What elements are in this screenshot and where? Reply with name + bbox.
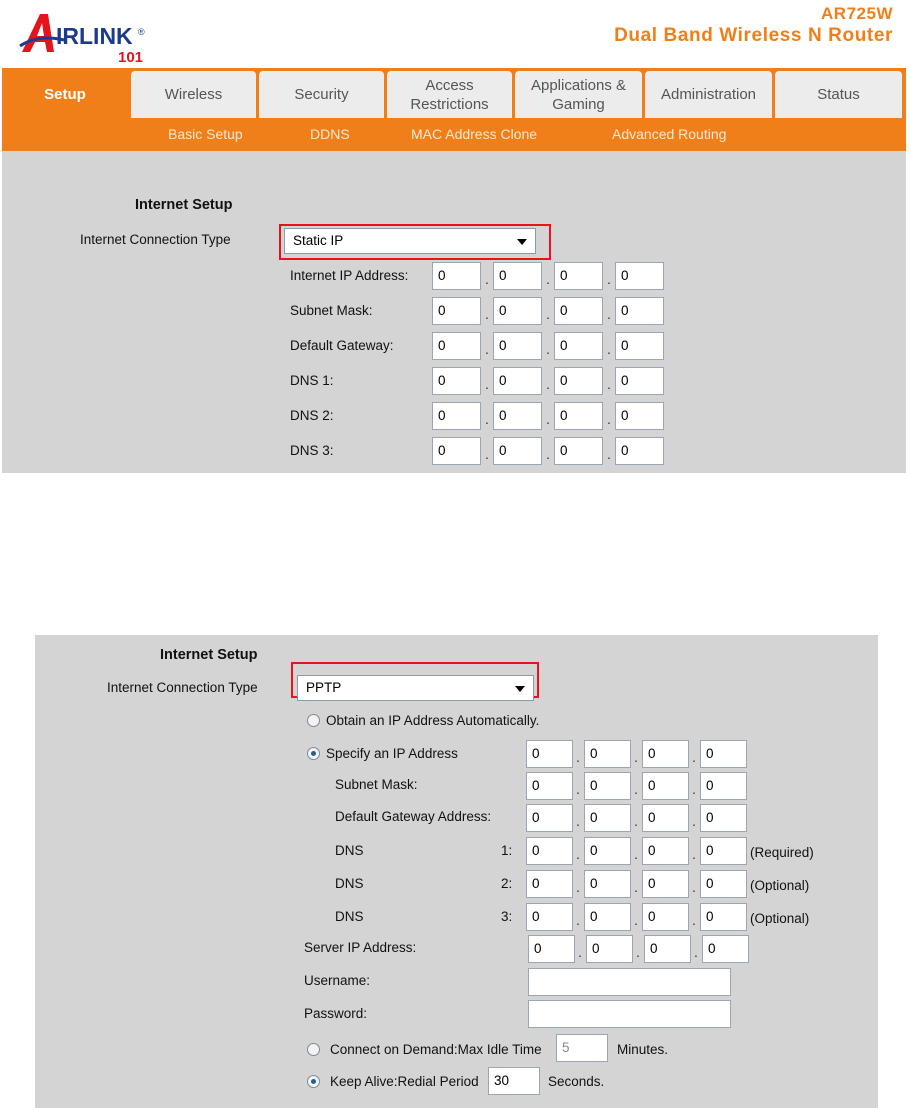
keep-alive-label: Keep Alive:Redial Period: [330, 1074, 479, 1089]
static-row-3-octet-3[interactable]: 0: [554, 332, 603, 360]
connection-type-select[interactable]: Static IP: [284, 228, 536, 254]
subnet-mask-octet-4[interactable]: 0: [700, 772, 747, 800]
static-row-5-octet-2[interactable]: 0: [493, 402, 542, 430]
octet-separator: .: [546, 376, 550, 392]
svg-text:IRLINK: IRLINK: [56, 23, 133, 49]
dns-requirement-note: (Optional): [750, 911, 810, 926]
dns-1-octet-2[interactable]: 0: [584, 837, 631, 865]
static-row-1-octet-4[interactable]: 0: [615, 262, 664, 290]
tab-security[interactable]: Security: [259, 71, 384, 118]
static-row-1-octet-2[interactable]: 0: [493, 262, 542, 290]
static-row-2-octet-3[interactable]: 0: [554, 297, 603, 325]
static-row-label: Default Gateway:: [290, 338, 394, 353]
subnet-mask-label: Subnet Mask:: [335, 777, 418, 792]
octet-separator: .: [546, 271, 550, 287]
default-gateway-octet-1[interactable]: 0: [526, 804, 573, 832]
static-row-label: Internet IP Address:: [290, 268, 409, 283]
octet-separator: .: [576, 813, 580, 829]
max-idle-time-input[interactable]: 5: [556, 1034, 608, 1062]
static-row-5-octet-1[interactable]: 0: [432, 402, 481, 430]
dns-2-octet-4[interactable]: 0: [700, 870, 747, 898]
dns-2-octet-1[interactable]: 0: [526, 870, 573, 898]
default-gateway-octet-4[interactable]: 0: [700, 804, 747, 832]
static-row-2-octet-4[interactable]: 0: [615, 297, 664, 325]
dns-index: 2:: [501, 876, 513, 891]
dns-label: DNS: [335, 843, 364, 858]
octet-separator: .: [692, 879, 696, 895]
seconds-unit: Seconds.: [548, 1074, 605, 1089]
octet-separator: .: [692, 781, 696, 797]
octet-separator: .: [576, 879, 580, 895]
static-row-1-octet-3[interactable]: 0: [554, 262, 603, 290]
octet-separator: .: [607, 271, 611, 287]
static-row-6-octet-1[interactable]: 0: [432, 437, 481, 465]
subtab-mac-address-clone[interactable]: MAC Address Clone: [411, 126, 538, 142]
dns-1-octet-1[interactable]: 0: [526, 837, 573, 865]
main-tab-bar: [2, 68, 906, 118]
octet-separator: .: [607, 376, 611, 392]
password-label: Password:: [304, 1006, 368, 1021]
static-row-label: DNS 3:: [290, 443, 334, 458]
static-row-label: DNS 2:: [290, 408, 334, 423]
specify-ip-octet-2[interactable]: 0: [584, 740, 631, 768]
octet-separator: .: [485, 341, 489, 357]
server-ip-octet-4[interactable]: 0: [702, 935, 749, 963]
octet-separator: .: [485, 271, 489, 287]
tab-administration[interactable]: Administration: [645, 71, 772, 118]
octet-separator: .: [576, 749, 580, 765]
octet-separator: .: [607, 341, 611, 357]
static-row-2-octet-1[interactable]: 0: [432, 297, 481, 325]
pptp-panel: [35, 635, 878, 1108]
airlink-logo: [18, 6, 158, 64]
octet-separator: .: [694, 944, 698, 960]
connect-on-demand-radio[interactable]: [307, 1043, 320, 1056]
subnet-mask-octet-1[interactable]: 0: [526, 772, 573, 800]
connection-type-label: Internet Connection Type: [80, 232, 231, 247]
static-row-3-octet-2[interactable]: 0: [493, 332, 542, 360]
octet-separator: .: [607, 446, 611, 462]
specify-ip-octet-3[interactable]: 0: [642, 740, 689, 768]
octet-separator: .: [634, 912, 638, 928]
subnet-mask-octet-3[interactable]: 0: [642, 772, 689, 800]
octet-separator: .: [576, 912, 580, 928]
svg-text:®: ®: [138, 27, 145, 37]
subtab-basic-setup[interactable]: Basic Setup: [168, 126, 243, 142]
dns-requirement-note: (Required): [750, 845, 814, 860]
server-ip-octet-3[interactable]: 0: [644, 935, 691, 963]
tab-access-restrictions[interactable]: Access Restrictions: [387, 71, 512, 118]
octet-separator: .: [576, 781, 580, 797]
specify-ip-radio[interactable]: [307, 747, 320, 760]
octet-separator: .: [692, 912, 696, 928]
connection-type-select[interactable]: PPTP: [297, 675, 534, 701]
dns-3-octet-2[interactable]: 0: [584, 903, 631, 931]
subtab-advanced-routing[interactable]: Advanced Routing: [612, 126, 727, 142]
octet-separator: .: [692, 846, 696, 862]
default-gateway-label: Default Gateway Address:: [335, 809, 492, 824]
octet-separator: .: [485, 306, 489, 322]
obtain-ip-label: Obtain an IP Address Automatically.: [326, 713, 540, 728]
static-row-5-octet-4[interactable]: 0: [615, 402, 664, 430]
default-gateway-octet-2[interactable]: 0: [584, 804, 631, 832]
connect-on-demand-label: Connect on Demand:Max Idle Time: [330, 1042, 542, 1057]
static-row-5-octet-3[interactable]: 0: [554, 402, 603, 430]
octet-separator: .: [634, 781, 638, 797]
octet-separator: .: [578, 944, 582, 960]
static-row-2-octet-2[interactable]: 0: [493, 297, 542, 325]
password-input[interactable]: [528, 1000, 731, 1028]
dns-1-octet-3[interactable]: 0: [642, 837, 689, 865]
octet-separator: .: [576, 846, 580, 862]
octet-separator: .: [485, 446, 489, 462]
minutes-unit: Minutes.: [617, 1042, 669, 1057]
static-row-6-octet-3[interactable]: 0: [554, 437, 603, 465]
dns-2-octet-3[interactable]: 0: [642, 870, 689, 898]
static-row-label: Subnet Mask:: [290, 303, 373, 318]
static-row-4-octet-4[interactable]: 0: [615, 367, 664, 395]
product-name: Dual Band Wireless N Router: [614, 25, 893, 46]
static-row-6-octet-2[interactable]: 0: [493, 437, 542, 465]
server-ip-octet-2[interactable]: 0: [586, 935, 633, 963]
dns-index: 1:: [501, 843, 513, 858]
octet-separator: .: [692, 813, 696, 829]
static-row-3-octet-4[interactable]: 0: [615, 332, 664, 360]
tab-status[interactable]: Status: [775, 71, 902, 118]
tab-applications-gaming[interactable]: Applications & Gaming: [515, 71, 642, 118]
product-title: [614, 4, 893, 47]
octet-separator: .: [634, 749, 638, 765]
dns-requirement-note: (Optional): [750, 878, 810, 893]
octet-separator: .: [546, 341, 550, 357]
static-row-4-octet-1[interactable]: 0: [432, 367, 481, 395]
sub-tab-bar: [2, 118, 906, 151]
section-title: Internet Setup: [135, 197, 233, 213]
octet-separator: .: [634, 879, 638, 895]
dns-1-octet-4[interactable]: 0: [700, 837, 747, 865]
dropdown-arrow-icon: [517, 239, 527, 245]
tab-setup[interactable]: Setup: [2, 71, 128, 118]
static-row-4-octet-3[interactable]: 0: [554, 367, 603, 395]
specify-ip-label: Specify an IP Address: [326, 746, 458, 761]
server-ip-octet-1[interactable]: 0: [528, 935, 575, 963]
dns-2-octet-2[interactable]: 0: [584, 870, 631, 898]
octet-separator: .: [546, 306, 550, 322]
specify-ip-octet-4[interactable]: 0: [700, 740, 747, 768]
keep-alive-radio[interactable]: [307, 1075, 320, 1088]
octet-separator: .: [634, 813, 638, 829]
svg-text:101: 101: [118, 49, 144, 64]
dns-label: DNS: [335, 876, 364, 891]
dropdown-arrow-icon: [515, 686, 525, 692]
dns-label: DNS: [335, 909, 364, 924]
octet-separator: .: [485, 376, 489, 392]
octet-separator: .: [634, 846, 638, 862]
username-input[interactable]: [528, 968, 731, 996]
static-row-6-octet-4[interactable]: 0: [615, 437, 664, 465]
default-gateway-octet-3[interactable]: 0: [642, 804, 689, 832]
dns-3-octet-4[interactable]: 0: [700, 903, 747, 931]
static-row-label: DNS 1:: [290, 373, 334, 388]
server-ip-label: Server IP Address:: [304, 940, 417, 955]
connection-type-label: Internet Connection Type: [107, 680, 258, 695]
model-name: AR725W: [821, 4, 893, 23]
octet-separator: .: [546, 446, 550, 462]
redial-period-input[interactable]: 30: [488, 1067, 540, 1095]
octet-separator: .: [607, 411, 611, 427]
subnet-mask-octet-2[interactable]: 0: [584, 772, 631, 800]
octet-separator: .: [546, 411, 550, 427]
octet-separator: .: [607, 306, 611, 322]
subtab-ddns[interactable]: DDNS: [310, 126, 350, 142]
dns-index: 3:: [501, 909, 513, 924]
octet-separator: .: [485, 411, 489, 427]
section-title: Internet Setup: [160, 647, 258, 663]
dns-3-octet-3[interactable]: 0: [642, 903, 689, 931]
octet-separator: .: [692, 749, 696, 765]
octet-separator: .: [636, 944, 640, 960]
static-row-1-octet-1[interactable]: 0: [432, 262, 481, 290]
username-label: Username:: [304, 973, 371, 988]
specify-ip-octet-1[interactable]: 0: [526, 740, 573, 768]
dns-3-octet-1[interactable]: 0: [526, 903, 573, 931]
static-row-4-octet-2[interactable]: 0: [493, 367, 542, 395]
obtain-ip-radio[interactable]: [307, 714, 320, 727]
tab-wireless[interactable]: Wireless: [131, 71, 256, 118]
static-row-3-octet-1[interactable]: 0: [432, 332, 481, 360]
